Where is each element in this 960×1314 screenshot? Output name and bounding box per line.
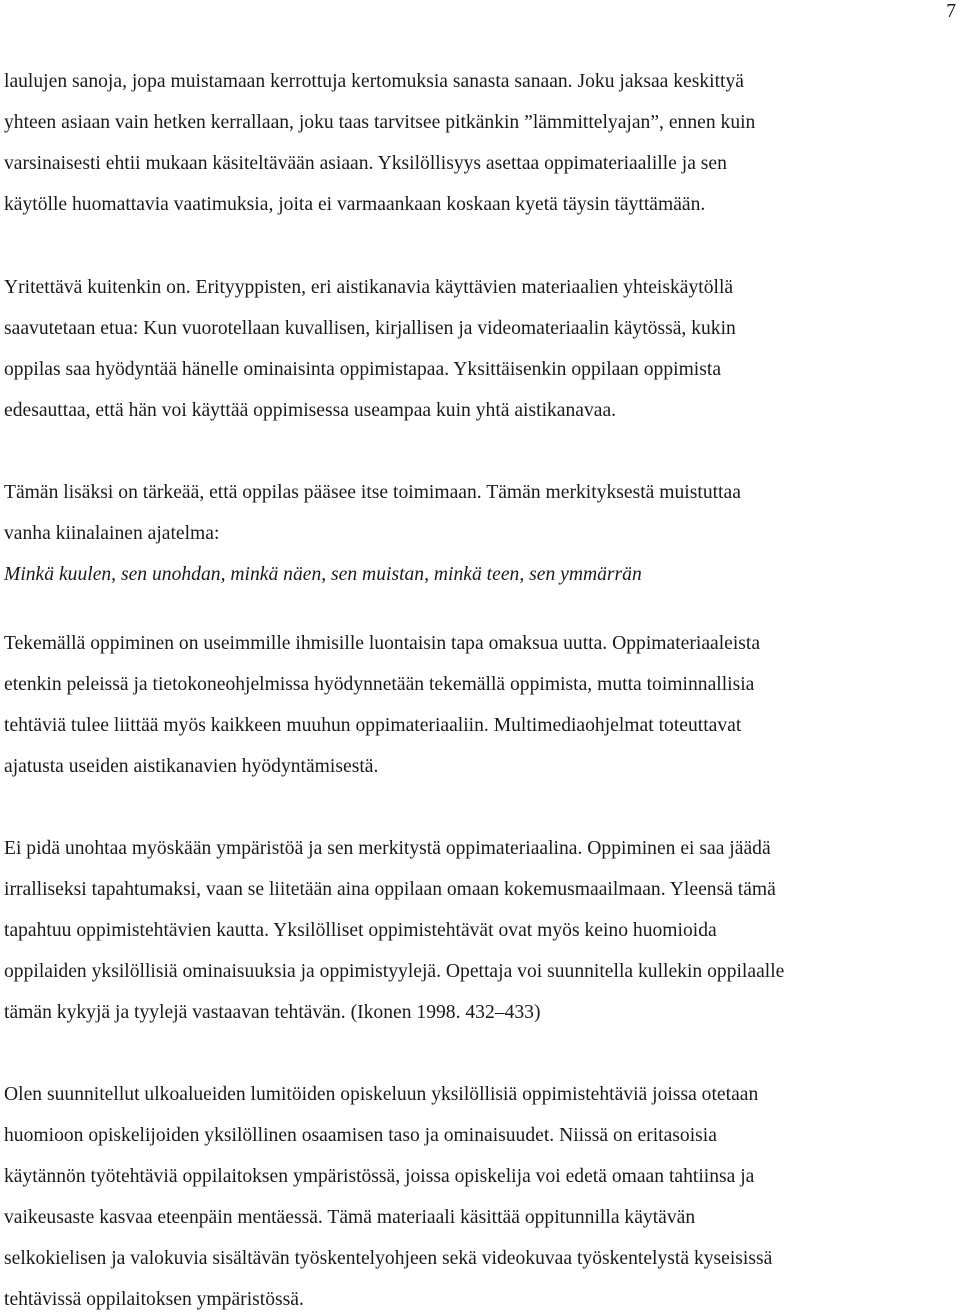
text-line: saavutetaan etua: Kun vuorotellaan kuvallisen, kirjallisen ja videomateriaalin käytössä, kukin — [4, 318, 736, 339]
text-line: irralliseksi tapahtumaksi, vaan se liitetään aina oppilaan omaan kokemusmaailmaan. Yleensä tämä — [4, 879, 776, 900]
text-line: tehtäviä tulee liittää myös kaikkeen muuhun oppimateriaaliin. Multimediaohjelmat toteuttavat — [4, 715, 742, 736]
text-line: ajatusta useiden aistikanavien hyödyntämisestä. — [4, 756, 379, 777]
text-line: edesauttaa, että hän voi käyttää oppimisessa useampaa kuin yhtä aistikanavaa. — [4, 400, 617, 421]
text-line: käytölle huomattavia vaatimuksia, joita ei varmaankaan koskaan kyetä täysin täyttämään. — [4, 194, 706, 215]
text-line: yhteen asiaan vain hetken kerrallaan, joku taas tarvitsee pitkänkin ”lämmittelyajan”, ennen kuin — [4, 112, 756, 133]
text-line: käytännön työtehtäviä oppilaitoksen ympäristössä, joissa opiskelija voi edetä omaan tahtiinsa ja — [4, 1166, 755, 1187]
quote-line: Minkä kuulen, sen unohdan, minkä näen, sen muistan, minkä teen, sen ymmärrän — [4, 564, 642, 585]
text-line: Yritettävä kuitenkin on. Erityyppisten, eri aistikanavia käyttävien materiaalien yhteiskäytöllä — [4, 277, 734, 298]
page-number: 7 — [946, 1, 956, 22]
text-line: tämän kykyjä ja tyylejä vastaavan tehtävän. (Ikonen 1998. 432–433) — [4, 1002, 541, 1023]
text-line: tehtävissä oppilaitoksen ympäristössä. — [4, 1289, 304, 1310]
text-line: Tämän lisäksi on tärkeää, että oppilas pääsee itse toimimaan. Tämän merkityksestä muistuttaa — [4, 482, 741, 503]
text-line: selkokielisen ja valokuvia sisältävän työskentelyohjeen sekä videokuvaa työskentelystä kyseisissä — [4, 1248, 773, 1269]
text-line: Tekemällä oppiminen on useimmille ihmisille luontaisin tapa omaksua uutta. Oppimateriaaleista — [4, 633, 761, 654]
text-line: Ei pidä unohtaa myöskään ympäristöä ja sen merkitystä oppimateriaalina. Oppiminen ei saa jäädä — [4, 838, 771, 859]
text-line: huomioon opiskelijoiden yksilöllinen osaamisen taso ja ominaisuudet. Niissä on eritasoisia — [4, 1125, 717, 1146]
text-line: laulujen sanoja, jopa muistamaan kerrottuja kertomuksia sanasta sanaan. Joku jaksaa keskittyä — [4, 71, 744, 92]
text-line: Olen suunnitellut ulkoalueiden lumitöiden opiskeluun yksilöllisiä oppimistehtäviä joissa otetaan — [4, 1084, 759, 1105]
text-line: tapahtuu oppimistehtävien kautta. Yksilölliset oppimistehtävät ovat myös keino huomioida — [4, 920, 717, 941]
text-line: oppilas saa hyödyntää hänelle ominaisinta oppimistapaa. Yksittäisenkin oppilaan oppimista — [4, 359, 722, 380]
text-line: varsinaisesti ehtii mukaan käsiteltävään asiaan. Yksilöllisyys asettaa oppimateriaalille ja sen — [4, 153, 727, 174]
text-line: vaikeusaste kasvaa eteenpäin mentäessä. Tämä materiaali käsittää oppitunnilla käytävän — [4, 1207, 696, 1228]
text-line: vanha kiinalainen ajatelma: — [4, 523, 220, 544]
text-line: oppilaiden yksilöllisiä ominaisuuksia ja oppimistyylejä. Opettaja voi suunnitella kullekin oppilaalle — [4, 961, 785, 982]
text-line: etenkin peleissä ja tietokoneohjelmissa hyödynnetään tekemällä oppimista, mutta toiminnallisia — [4, 674, 755, 695]
